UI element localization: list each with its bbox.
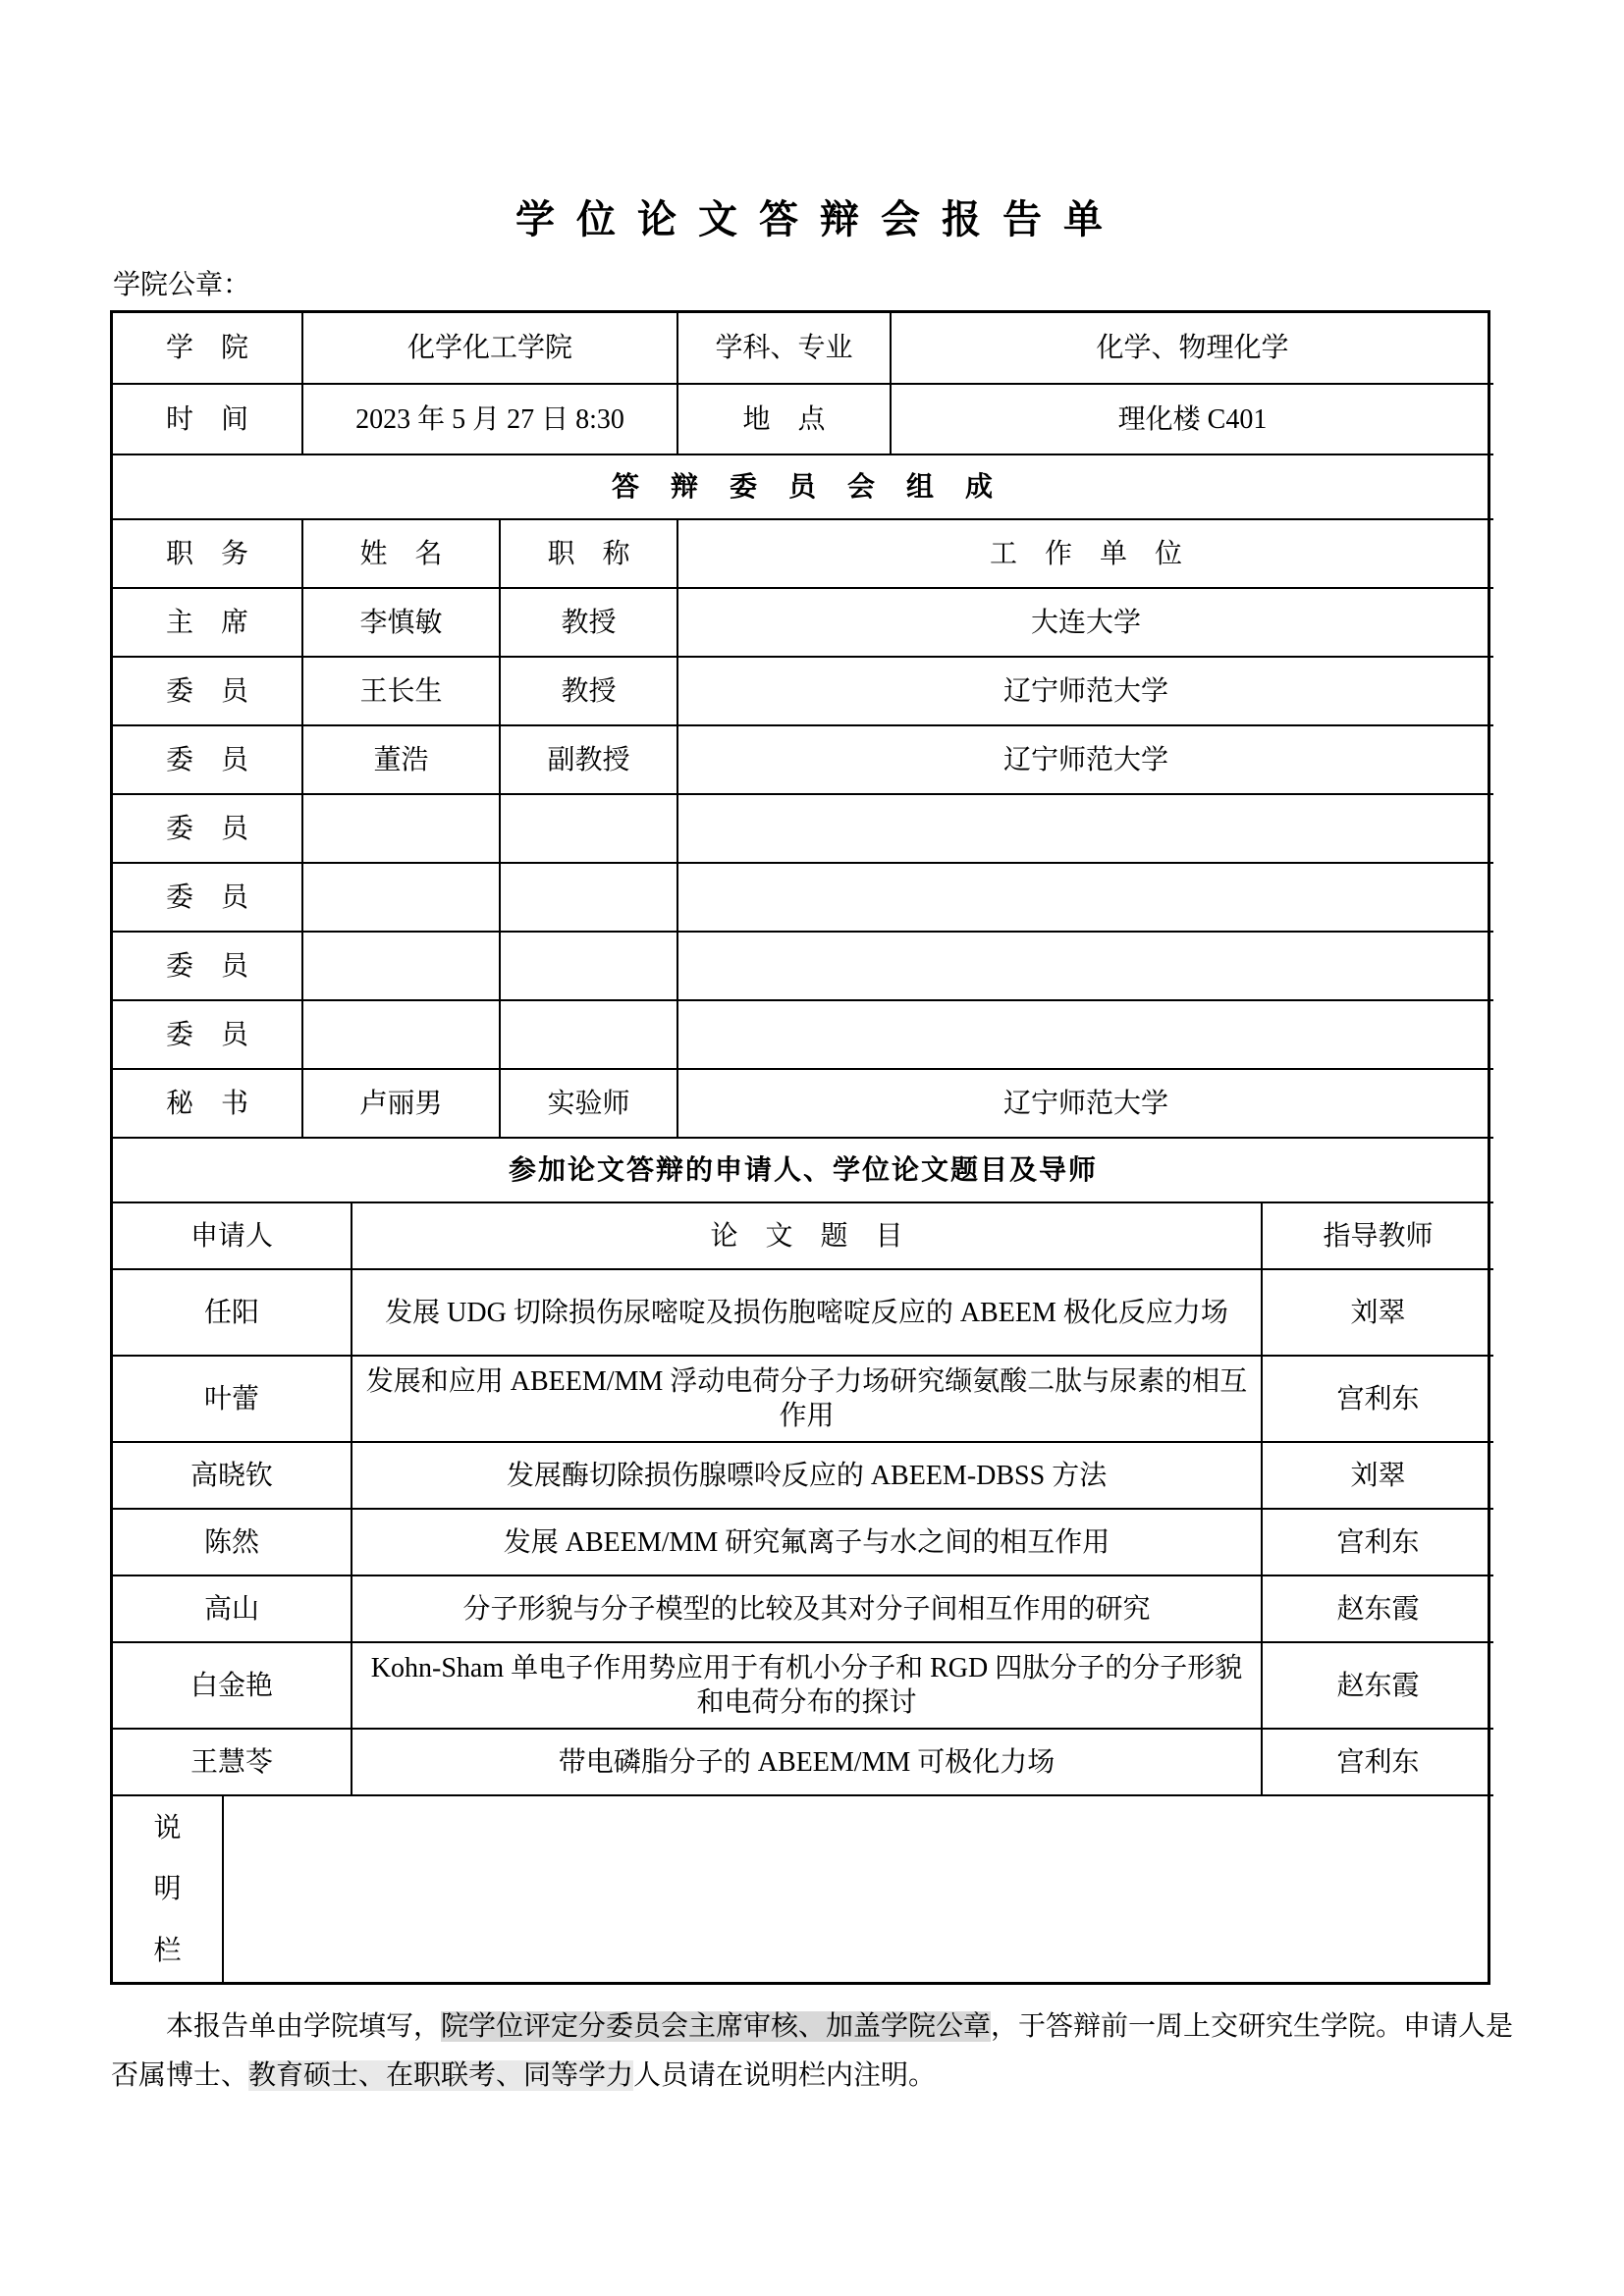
member-title: 教授 bbox=[500, 588, 677, 657]
time-value: 2023 年 5 月 27 日 8:30 bbox=[302, 384, 677, 454]
advisor-name: 刘翠 bbox=[1262, 1442, 1493, 1509]
member-unit: 辽宁师范大学 bbox=[677, 725, 1493, 794]
member-name: 卢丽男 bbox=[302, 1069, 500, 1138]
member-unit bbox=[677, 863, 1493, 932]
committee-header-row bbox=[113, 519, 1493, 588]
advisor-name: 宫利东 bbox=[1262, 1509, 1493, 1575]
college-label: 学 院 bbox=[113, 313, 302, 384]
member-title bbox=[500, 1000, 677, 1069]
applicants-header-row bbox=[113, 1202, 1493, 1269]
footer-highlighted-text: 院学位评定分委员会主席审核、加盖学院公章 bbox=[441, 2011, 992, 2042]
committee-row bbox=[113, 794, 1493, 863]
thesis-title: 带电磷脂分子的 ABEEM/MM 可极化力场 bbox=[352, 1729, 1262, 1795]
member-title bbox=[500, 932, 677, 1000]
report-form bbox=[110, 310, 1490, 1985]
member-unit: 辽宁师范大学 bbox=[677, 657, 1493, 725]
applicant-name: 王慧苓 bbox=[113, 1729, 352, 1795]
member-unit: 大连大学 bbox=[677, 588, 1493, 657]
thesis-title: 发展 ABEEM/MM 研究氟离子与水之间的相互作用 bbox=[352, 1509, 1262, 1575]
applicant-name: 高晓钦 bbox=[113, 1442, 352, 1509]
thesis-title: 发展和应用 ABEEM/MM 浮动电荷分子力场研究缬氨酸二肽与尿素的相互作用 bbox=[352, 1356, 1262, 1442]
member-title: 教授 bbox=[500, 657, 677, 725]
committee-section-title: 答 辩 委 员 会 组 成 bbox=[113, 454, 1493, 519]
member-name bbox=[302, 1000, 500, 1069]
member-name bbox=[302, 863, 500, 932]
committee-header-role: 职 务 bbox=[113, 519, 302, 588]
footer-text: ，于答辩前一周上交研究生学院。申请人是否属博士、 bbox=[111, 2011, 1514, 2092]
applicants-header-applicant: 申请人 bbox=[113, 1202, 352, 1269]
advisor-name: 赵东霞 bbox=[1262, 1575, 1493, 1642]
member-role: 主 席 bbox=[113, 588, 302, 657]
committee-section-row bbox=[113, 454, 1493, 519]
applicant-name: 陈然 bbox=[113, 1509, 352, 1575]
committee-header-unit: 工 作 单 位 bbox=[677, 519, 1493, 588]
committee-row bbox=[113, 725, 1493, 794]
notes-label-char: 明 bbox=[153, 1874, 182, 1904]
major-label: 学科、专业 bbox=[677, 313, 891, 384]
member-title: 副教授 bbox=[500, 725, 677, 794]
applicant-name: 叶蕾 bbox=[113, 1356, 352, 1442]
committee-row bbox=[113, 932, 1493, 1000]
page-title: 学 位 论 文 答 辩 会 报 告 单 bbox=[515, 197, 1109, 241]
committee-header-name: 姓 名 bbox=[302, 519, 500, 588]
notes-label-stack bbox=[119, 1811, 216, 1968]
notes-label-char: 栏 bbox=[153, 1935, 182, 1966]
member-title bbox=[500, 863, 677, 932]
notes-label bbox=[113, 1795, 223, 1982]
member-unit: 辽宁师范大学 bbox=[677, 1069, 1493, 1138]
committee-row bbox=[113, 657, 1493, 725]
advisor-name: 刘翠 bbox=[1262, 1269, 1493, 1356]
applicants-header-advisor: 指导教师 bbox=[1262, 1202, 1493, 1269]
committee-row bbox=[113, 1000, 1493, 1069]
applicants-header-thesis: 论 文 题 目 bbox=[352, 1202, 1262, 1269]
member-role: 委 员 bbox=[113, 1000, 302, 1069]
member-role: 委 员 bbox=[113, 657, 302, 725]
applicant-row bbox=[113, 1509, 1493, 1575]
member-role: 委 员 bbox=[113, 725, 302, 794]
member-title bbox=[500, 794, 677, 863]
report-table bbox=[113, 313, 1493, 1982]
applicant-name: 白金艳 bbox=[113, 1642, 352, 1729]
notes-content bbox=[223, 1795, 1493, 1982]
info-row-college bbox=[113, 313, 1493, 384]
committee-header-title: 职 称 bbox=[500, 519, 677, 588]
footer-highlighted-text: 教育硕士、在职联考、同等学力 bbox=[248, 2060, 634, 2092]
place-label: 地 点 bbox=[677, 384, 891, 454]
committee-row bbox=[113, 588, 1493, 657]
notes-label-char: 说 bbox=[153, 1812, 182, 1843]
applicant-row bbox=[113, 1356, 1493, 1442]
member-name: 李慎敏 bbox=[302, 588, 500, 657]
applicant-row bbox=[113, 1269, 1493, 1356]
time-label: 时 间 bbox=[113, 384, 302, 454]
member-unit bbox=[677, 1000, 1493, 1069]
footer-note bbox=[111, 2002, 1517, 2102]
member-unit bbox=[677, 794, 1493, 863]
member-name bbox=[302, 794, 500, 863]
thesis-title: 发展 UDG 切除损伤尿嘧啶及损伤胞嘧啶反应的 ABEEM 极化反应力场 bbox=[352, 1269, 1262, 1356]
applicant-row bbox=[113, 1642, 1493, 1729]
member-unit bbox=[677, 932, 1493, 1000]
advisor-name: 宫利东 bbox=[1262, 1729, 1493, 1795]
footer-text: 本报告单由学院填写， bbox=[166, 2011, 442, 2042]
thesis-title: 分子形貌与分子模型的比较及其对分子间相互作用的研究 bbox=[352, 1575, 1262, 1642]
applicants-section-row bbox=[113, 1138, 1493, 1202]
college-seal-label: 学院公章： bbox=[113, 270, 251, 300]
applicant-row bbox=[113, 1575, 1493, 1642]
applicant-name: 任阳 bbox=[113, 1269, 352, 1356]
member-name: 董浩 bbox=[302, 725, 500, 794]
member-title: 实验师 bbox=[500, 1069, 677, 1138]
member-role: 委 员 bbox=[113, 863, 302, 932]
applicants-section-title: 参加论文答辩的申请人、学位论文题目及导师 bbox=[113, 1138, 1493, 1202]
major-value: 化学、物理化学 bbox=[891, 313, 1493, 384]
committee-row bbox=[113, 1069, 1493, 1138]
info-row-time bbox=[113, 384, 1493, 454]
member-role: 委 员 bbox=[113, 794, 302, 863]
applicant-row bbox=[113, 1442, 1493, 1509]
thesis-title: Kohn-Sham 单电子作用势应用于有机小分子和 RGD 四肽分子的分子形貌和电荷分布的探讨 bbox=[352, 1642, 1262, 1729]
college-value: 化学化工学院 bbox=[302, 313, 677, 384]
advisor-name: 宫利东 bbox=[1262, 1356, 1493, 1442]
advisor-name: 赵东霞 bbox=[1262, 1642, 1493, 1729]
member-name: 王长生 bbox=[302, 657, 500, 725]
notes-row bbox=[113, 1795, 1493, 1982]
applicant-row bbox=[113, 1729, 1493, 1795]
place-value: 理化楼 C401 bbox=[891, 384, 1493, 454]
thesis-title: 发展酶切除损伤腺嘌呤反应的 ABEEM-DBSS 方法 bbox=[352, 1442, 1262, 1509]
member-name bbox=[302, 932, 500, 1000]
committee-row bbox=[113, 863, 1493, 932]
member-role: 秘 书 bbox=[113, 1069, 302, 1138]
member-role: 委 员 bbox=[113, 932, 302, 1000]
footer-text: 人员请在说明栏内注明。 bbox=[633, 2060, 937, 2092]
applicant-name: 高山 bbox=[113, 1575, 352, 1642]
